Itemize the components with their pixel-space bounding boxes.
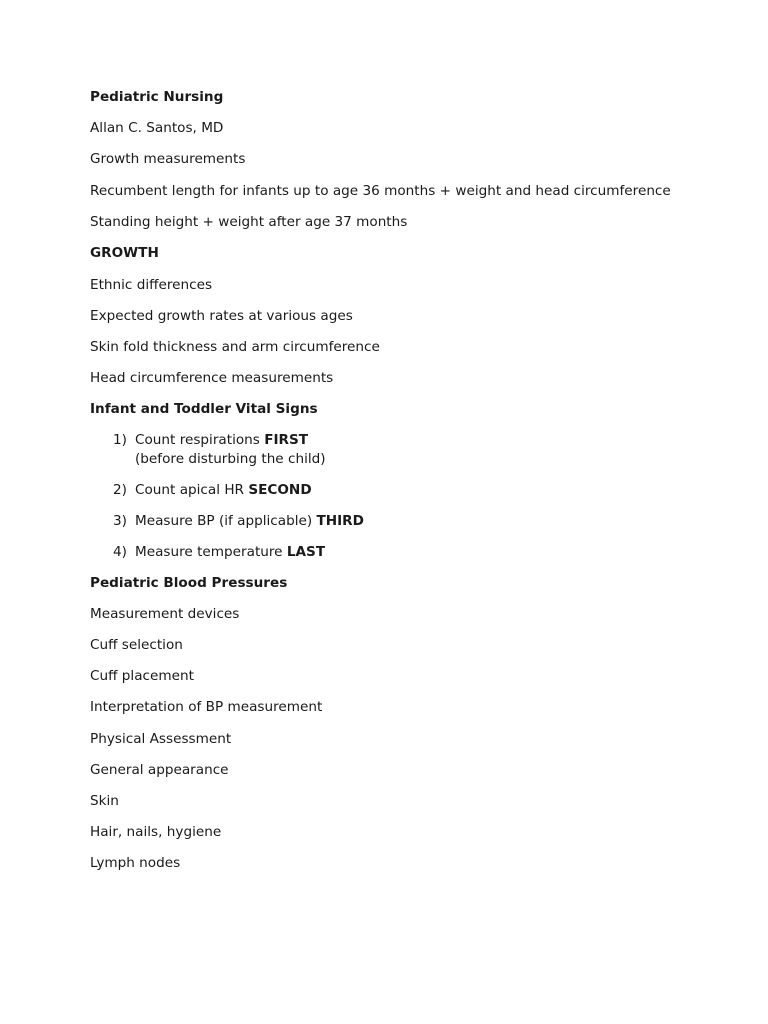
list-text-continued: (before disturbing the child) — [135, 451, 326, 468]
list-item — [90, 431, 690, 469]
paragraph-head-circumference: Head circumference measurements — [90, 370, 334, 387]
heading-growth: GROWTH — [90, 245, 159, 262]
paragraph-cuff-selection: Cuff selection — [90, 637, 183, 654]
heading-vital-signs: Infant and Toddler Vital Signs — [90, 401, 318, 418]
paragraph-recumbent-length: Recumbent length for infants up to age 36 months + weight and head circumference — [90, 182, 671, 199]
list-text: Count apical HR — [135, 482, 249, 499]
paragraph-measurement-devices: Measurement devices — [90, 605, 240, 622]
list-number: 2) — [113, 482, 127, 499]
list-number: 4) — [113, 543, 127, 560]
paragraph-lymph-nodes: Lymph nodes — [90, 855, 181, 872]
heading-blood-pressures: Pediatric Blood Pressures — [90, 574, 288, 591]
list-text: Measure temperature — [135, 543, 287, 560]
list-number: 3) — [113, 513, 127, 530]
document-page — [90, 88, 690, 886]
paragraph-cuff-placement: Cuff placement — [90, 668, 194, 685]
paragraph-general-appearance: General appearance — [90, 761, 229, 778]
list-number: 1) — [113, 432, 127, 449]
paragraph-skin: Skin — [90, 792, 119, 809]
list-emphasis: LAST — [286, 543, 326, 560]
paragraph-physical-assessment: Physical Assessment — [90, 730, 232, 747]
paragraph-hair-nails: Hair, nails, hygiene — [90, 824, 222, 841]
author-line: Allan C. Santos, MD — [90, 120, 224, 137]
paragraph-bp-interpretation: Interpretation of BP measurement — [90, 699, 323, 716]
paragraph-standing-height: Standing height + weight after age 37 months — [90, 214, 408, 231]
list-text: Count respirations — [135, 432, 265, 449]
list-item — [90, 481, 690, 500]
list-emphasis: FIRST — [264, 432, 309, 449]
list-item — [90, 512, 690, 531]
list-emphasis: THIRD — [316, 513, 364, 530]
paragraph-skin-fold: Skin fold thickness and arm circumference — [90, 338, 380, 355]
paragraph-ethnic-differences: Ethnic differences — [90, 276, 213, 293]
paragraph-expected-growth: Expected growth rates at various ages — [90, 307, 353, 324]
list-item — [90, 543, 690, 562]
list-emphasis: SECOND — [248, 482, 312, 499]
list-text: Measure BP (if applicable) — [135, 513, 317, 530]
paragraph-growth-measurements: Growth measurements — [90, 151, 246, 168]
document-title: Pediatric Nursing — [90, 89, 224, 105]
